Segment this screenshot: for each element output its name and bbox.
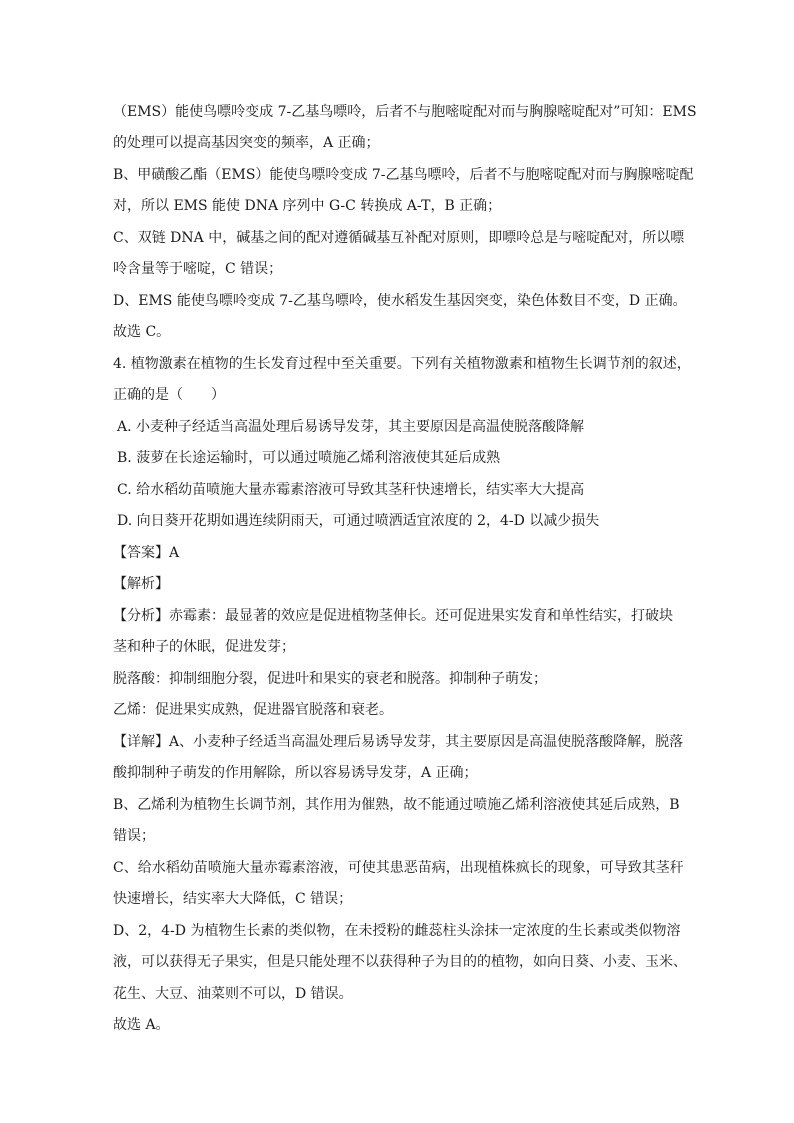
text-line: D、EMS 能使鸟嘌呤变成 7-乙基鸟嘌呤，使水稻发生基因突变，染色体数目不变，D 正确。	[113, 293, 687, 309]
analysis-heading: 【解析】	[113, 576, 169, 592]
option-d: D. 向日葵开花期如遇连续阴雨天，可通过喷洒适宜浓度的 2，4-D 以减少损失	[117, 513, 600, 529]
text-line: 液，可以获得无子果实，但是只能处理不以获得种子为目的的植物，如向日葵、小麦、玉米、	[113, 954, 687, 970]
option-c: C. 给水稻幼苗喷施大量赤霉素溶液可导致其茎秆快速增长，结实率大大提高	[117, 482, 585, 498]
text-line: 茎和种子的休眠，促进发芽；	[113, 639, 295, 655]
text-line: C、给水稻幼苗喷施大量赤霉素溶液，可使其患恶苗病，出现植株疯长的现象，可导致其茎秆	[113, 860, 684, 876]
text-line: （EMS）能使鸟嘌呤变成 7-乙基鸟嘌呤，后者不与胞嘧啶配对而与胸腺嘧啶配对”可知：EMS	[113, 104, 697, 120]
text-line: 脱落酸：抑制细胞分裂，促进叶和果实的衰老和脱落。抑制种子萌发；	[113, 671, 547, 687]
text-line: 错误；	[113, 828, 155, 844]
text-line: C、双链 DNA 中，碱基之间的配对遵循碱基互补配对原则，即嘌呤总是与嘧啶配对，所以嘌	[113, 230, 685, 246]
text-line: 呤含量等于嘧啶，C 错误；	[113, 261, 283, 277]
text-line: 酸抑制种子萌发的作用解除，所以容易诱导发芽，A 正确；	[113, 765, 478, 781]
option-b: B. 菠萝在长途运输时，可以通过喷施乙烯利溶液使其延后成熟	[117, 450, 501, 466]
text-line: 花生、大豆、油菜则不可以，D 错误。	[113, 986, 353, 1002]
text-line: 【详解】A、小麦种子经适当高温处理后易诱导发芽，其主要原因是高温使脱落酸降解，脱落	[113, 734, 684, 750]
text-line: D、2，4-D 为植物生长素的类似物，在未授粉的雌蕊柱头涂抹一定浓度的生长素或类似物溶	[113, 923, 681, 939]
text-line: 对，所以 EMS 能使 DNA 序列中 G-C 转换成 A-T，B 正确；	[113, 198, 502, 214]
text-line: 的处理可以提高基因突变的频率，A 正确；	[113, 135, 380, 151]
text-line: B、甲磺酸乙酯（EMS）能使鸟嘌呤变成 7-乙基鸟嘌呤，后者不与胞嘧啶配对而与胸腺嘧啶配	[113, 167, 694, 183]
option-a: A. 小麦种子经适当高温处理后易诱导发芽，其主要原因是高温使脱落酸降解	[117, 419, 585, 435]
text-line: 【分析】赤霉素：最显著的效应是促进植物茎伸长。还可促进果实发育和单性结实，打破块	[113, 608, 673, 624]
question-stem: 正确的是（ ）	[113, 387, 225, 403]
question-stem: 4. 植物激素在植物的生长发育过程中至关重要。下列有关植物激素和植物生长调节剂的叙述，	[113, 356, 691, 372]
text-line: B、乙烯利为植物生长调节剂，其作用为催熟，故不能通过喷施乙烯利溶液使其延后成熟，B	[113, 797, 680, 813]
answer-line: 【答案】A	[113, 545, 180, 561]
text-line: 故选 A。	[113, 1017, 170, 1033]
text-line: 快速增长，结实率大大降低，C 错误；	[113, 891, 353, 907]
text-line: 故选 C。	[113, 324, 171, 340]
text-line: 乙烯：促进果实成熟，促进器官脱落和衰老。	[113, 702, 393, 718]
